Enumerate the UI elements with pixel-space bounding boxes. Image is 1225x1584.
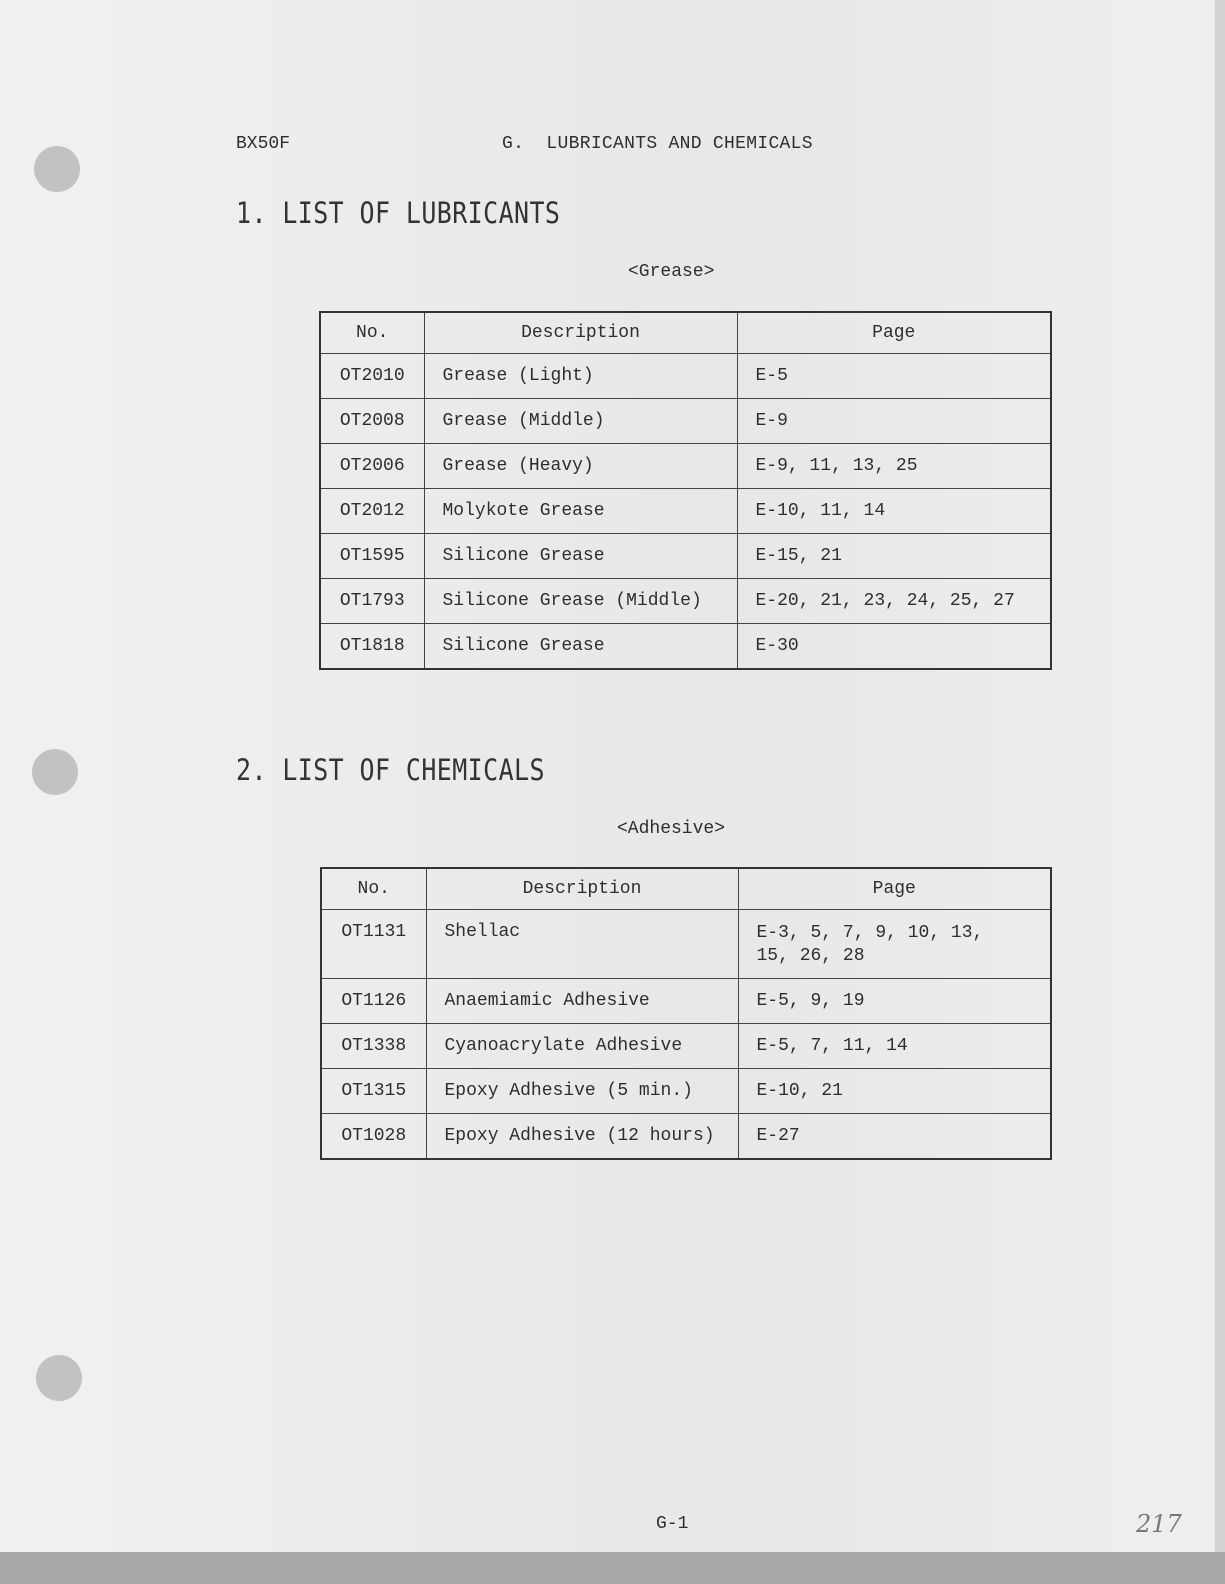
punch-hole-top <box>34 146 80 192</box>
table-row <box>321 1069 1051 1114</box>
table-row <box>320 399 1051 444</box>
part-number: OT1126 <box>321 979 426 1024</box>
part-number: OT1818 <box>320 624 424 670</box>
page-reference: E-10, 21 <box>738 1069 1051 1114</box>
table-header-row <box>320 312 1051 354</box>
description: Grease (Heavy) <box>424 444 737 489</box>
description: Grease (Light) <box>424 354 737 399</box>
column-header-page: Page <box>737 312 1051 354</box>
table-row <box>321 1024 1051 1069</box>
table-row <box>320 354 1051 399</box>
table-row <box>320 624 1051 670</box>
part-number: OT1315 <box>321 1069 426 1114</box>
part-number: OT2012 <box>320 489 424 534</box>
page-reference: E-27 <box>738 1114 1051 1160</box>
column-header-description: Description <box>426 868 738 910</box>
part-number: OT1338 <box>321 1024 426 1069</box>
part-number: OT2010 <box>320 354 424 399</box>
description: Silicone Grease (Middle) <box>424 579 737 624</box>
table-header-row <box>321 868 1051 910</box>
document-id: BX50F <box>236 134 291 154</box>
part-number: OT1028 <box>321 1114 426 1160</box>
punch-hole-middle <box>32 749 78 795</box>
description: Epoxy Adhesive (5 min.) <box>426 1069 738 1114</box>
page-reference: E-10, 11, 14 <box>737 489 1051 534</box>
description: Silicone Grease <box>424 624 737 670</box>
page-reference: E-30 <box>737 624 1051 670</box>
table-row <box>321 1114 1051 1160</box>
adhesive-subheading: <Adhesive> <box>617 819 726 839</box>
page-reference: E-5, 9, 19 <box>738 979 1051 1024</box>
grease-subheading: <Grease> <box>628 262 715 282</box>
punch-hole-bottom <box>36 1355 82 1401</box>
page-reference: E-5 <box>737 354 1051 399</box>
scan-edge-right <box>1215 0 1225 1552</box>
chemicals-table <box>320 867 1052 1160</box>
handwritten-page-number: 217 <box>1136 1510 1182 1538</box>
description: Epoxy Adhesive (12 hours) <box>426 1114 738 1160</box>
lubricants-table <box>319 311 1052 670</box>
page-reference-line: 15, 26, 28 <box>756 946 865 966</box>
table-row <box>320 444 1051 489</box>
chemicals-heading: 2. LIST OF CHEMICALS <box>236 753 545 787</box>
page-reference: E-20, 21, 23, 24, 25, 27 <box>737 579 1051 624</box>
table-row <box>320 489 1051 534</box>
page-reference: E-9 <box>737 399 1051 444</box>
column-header-no: No. <box>321 868 426 910</box>
part-number: OT2008 <box>320 399 424 444</box>
column-header-no: No. <box>320 312 424 354</box>
scan-edge-bottom <box>0 1552 1225 1584</box>
page-reference: E-15, 21 <box>737 534 1051 579</box>
description: Grease (Middle) <box>424 399 737 444</box>
table-row <box>320 579 1051 624</box>
part-number: OT1595 <box>320 534 424 579</box>
page-reference <box>738 910 1051 979</box>
page-reference: E-5, 7, 11, 14 <box>738 1024 1051 1069</box>
part-number: OT2006 <box>320 444 424 489</box>
part-number: OT1793 <box>320 579 424 624</box>
column-header-description: Description <box>424 312 737 354</box>
table-row <box>320 534 1051 579</box>
page-reference: E-9, 11, 13, 25 <box>737 444 1051 489</box>
description: Anaemiamic Adhesive <box>426 979 738 1024</box>
description: Molykote Grease <box>424 489 737 534</box>
document-title: G. LUBRICANTS AND CHEMICALS <box>502 134 813 154</box>
page-number: G-1 <box>656 1514 689 1534</box>
column-header-page: Page <box>738 868 1051 910</box>
description: Cyanoacrylate Adhesive <box>426 1024 738 1069</box>
page-reference-line: E-3, 5, 7, 9, 10, 13, <box>756 923 984 943</box>
part-number: OT1131 <box>321 910 426 979</box>
table-row <box>321 979 1051 1024</box>
lubricants-heading: 1. LIST OF LUBRICANTS <box>236 196 561 230</box>
description: Shellac <box>426 910 738 979</box>
description: Silicone Grease <box>424 534 737 579</box>
table-row <box>321 910 1051 979</box>
